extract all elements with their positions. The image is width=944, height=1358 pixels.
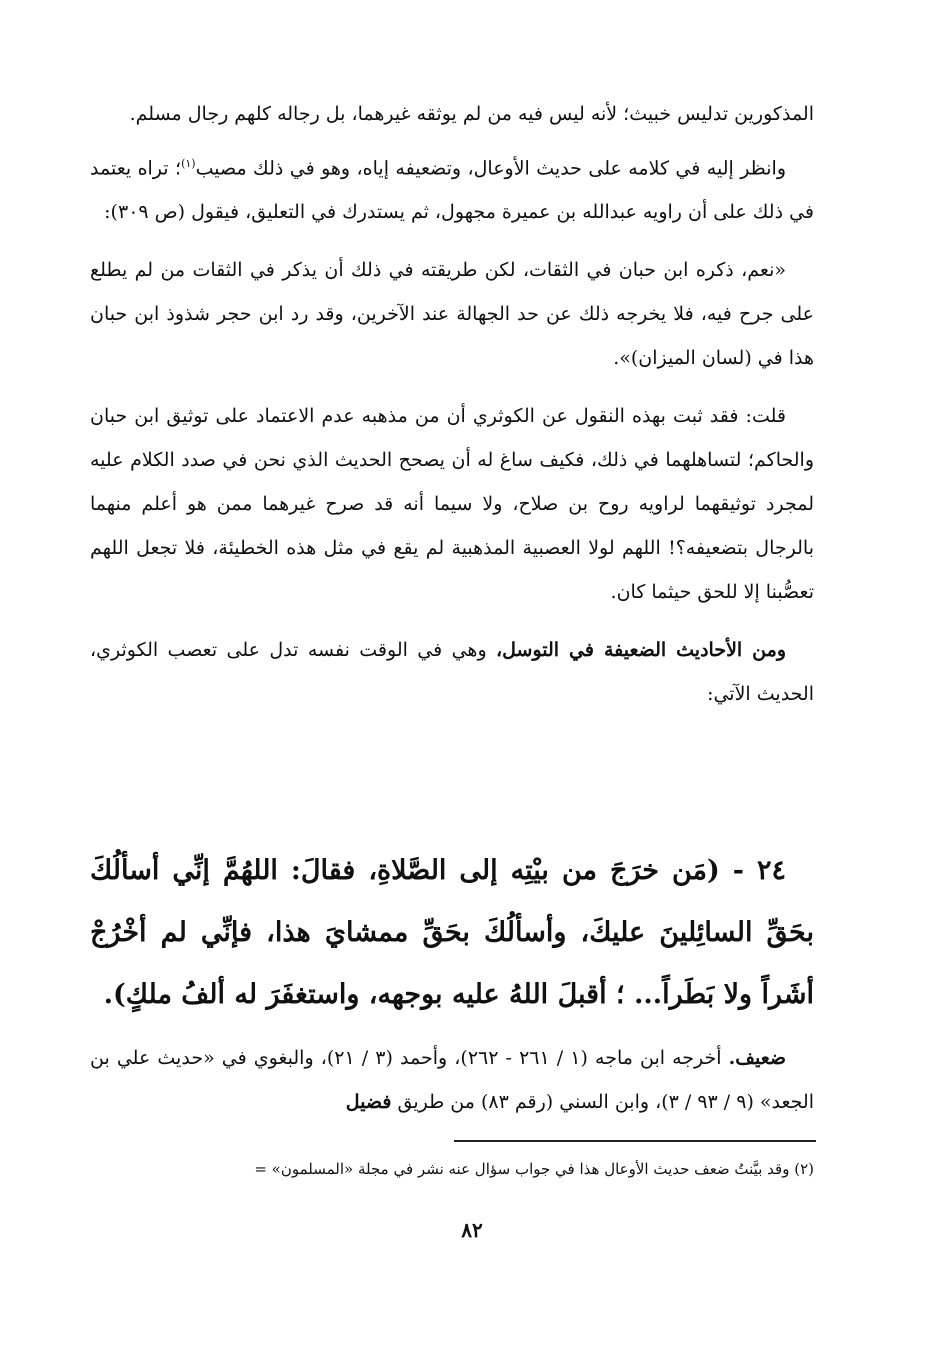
- footnote-block: [90, 1156, 814, 1182]
- quotation-paragraph: «نعم، ذكره ابن حبان في الثقات، لكن طريقته في ذلك أن يذكر في الثقات من لم يطلع على جرح فيه، فلا يخرجه ذلك عن حد الجهالة عند الآخرين، وقد رد ابن حجر شذوذ ابن حبان هذا في (لسان الميزان)».: [90, 259, 814, 370]
- grading-text: أخرجه ابن ماجه (١ / ٢٦١ - ٢٦٢)، وأحمد (٣ / ٢١)، والبغوي في «حديث علي بن الجعد» (٩ / ٩٣ / ٣)، وابن السني (رقم ٨٣) من طريق: [90, 1047, 814, 1113]
- paragraph-awal-discussion: [90, 142, 814, 234]
- grading-paragraph: [90, 1036, 814, 1124]
- paragraph-intro-hadith: [90, 628, 814, 716]
- grading-label: ضعيف.: [728, 1047, 786, 1069]
- hadith-number: ٢٤: [757, 855, 787, 886]
- footnote-text: (٢) وقد بيَّنتُ ضعف حديث الأوعال هذا في جواب سؤال عنه نشر في مجلة «المسلمون» =: [254, 1160, 814, 1178]
- paragraph-continuation: المذكورين تدليس خبيث؛ لأنه ليس فيه من لم يوثقه غيرهما، بل رجاله كلهم رجال مسلم.: [129, 103, 814, 125]
- bold-phrase: ومن الأحاديث الضعيفة في التوسل،: [496, 639, 786, 662]
- grading-tail: فضيل: [345, 1091, 392, 1113]
- footnote-divider: [454, 1140, 816, 1142]
- paragraph-text: وانظر إليه في كلامه على حديث الأوعال، وتضعيفه إياه، وهو في ذلك مصيب: [195, 157, 786, 180]
- paragraph-text: ؛ تراه يعتمد في ذلك على أن راويه عبدالله بن عميرة مجهول، ثم يستدرك في التعليق، فيقول (ص ٣٠٩):: [90, 157, 814, 224]
- hadith-text: [90, 840, 814, 1026]
- hadith-block: [90, 840, 814, 1026]
- paragraph-text: وهي في الوقت نفسه تدل على تعصب الكوثري، الحديث الآتي:: [90, 639, 814, 706]
- hadith-body: - (مَن خرَجَ من بيْتِه إلى الصَّلاةِ، فقالَ: اللهُمَّ إنِّي أسألُكَ بحَقِّ السائِلينَ عليكَ، وأسألُكَ بحَقِّ ممشايَ هذا، فإنِّي لم أخْرُجْ أشَراً ولا بَطَراً... ؛ أقبلَ اللهُ عليه بوجهه، واستغفَرَ له ألفُ ملكٍ).: [90, 855, 814, 1010]
- page-number: ٨٢: [461, 1218, 483, 1242]
- footnote-marker: (١): [181, 157, 196, 170]
- paragraph-qultu: قلت: فقد ثبت بهذه النقول عن الكوثري أن من مذهبه عدم الاعتماد على توثيق ابن حبان والحاكم؛ لتساهلهما في ذلك، فكيف ساغ له أن يصحح الحديث الذي نحن في صدد الكلام عليه لمجرد توثيقهما لراويه روح بن صلاح، ولا سيما أنه قد صرح غيرهما ممن هو أعلم منهما بالرجال بتضعيفه؟! اللهم لولا العصبية المذهبية لم يقع في مثل هذه الخطيئة، فلا تجعل اللهم تعصُّبنا إلا للحق حيثما كان.: [90, 405, 814, 604]
- grading-block: [90, 1036, 814, 1124]
- main-text: [90, 92, 814, 716]
